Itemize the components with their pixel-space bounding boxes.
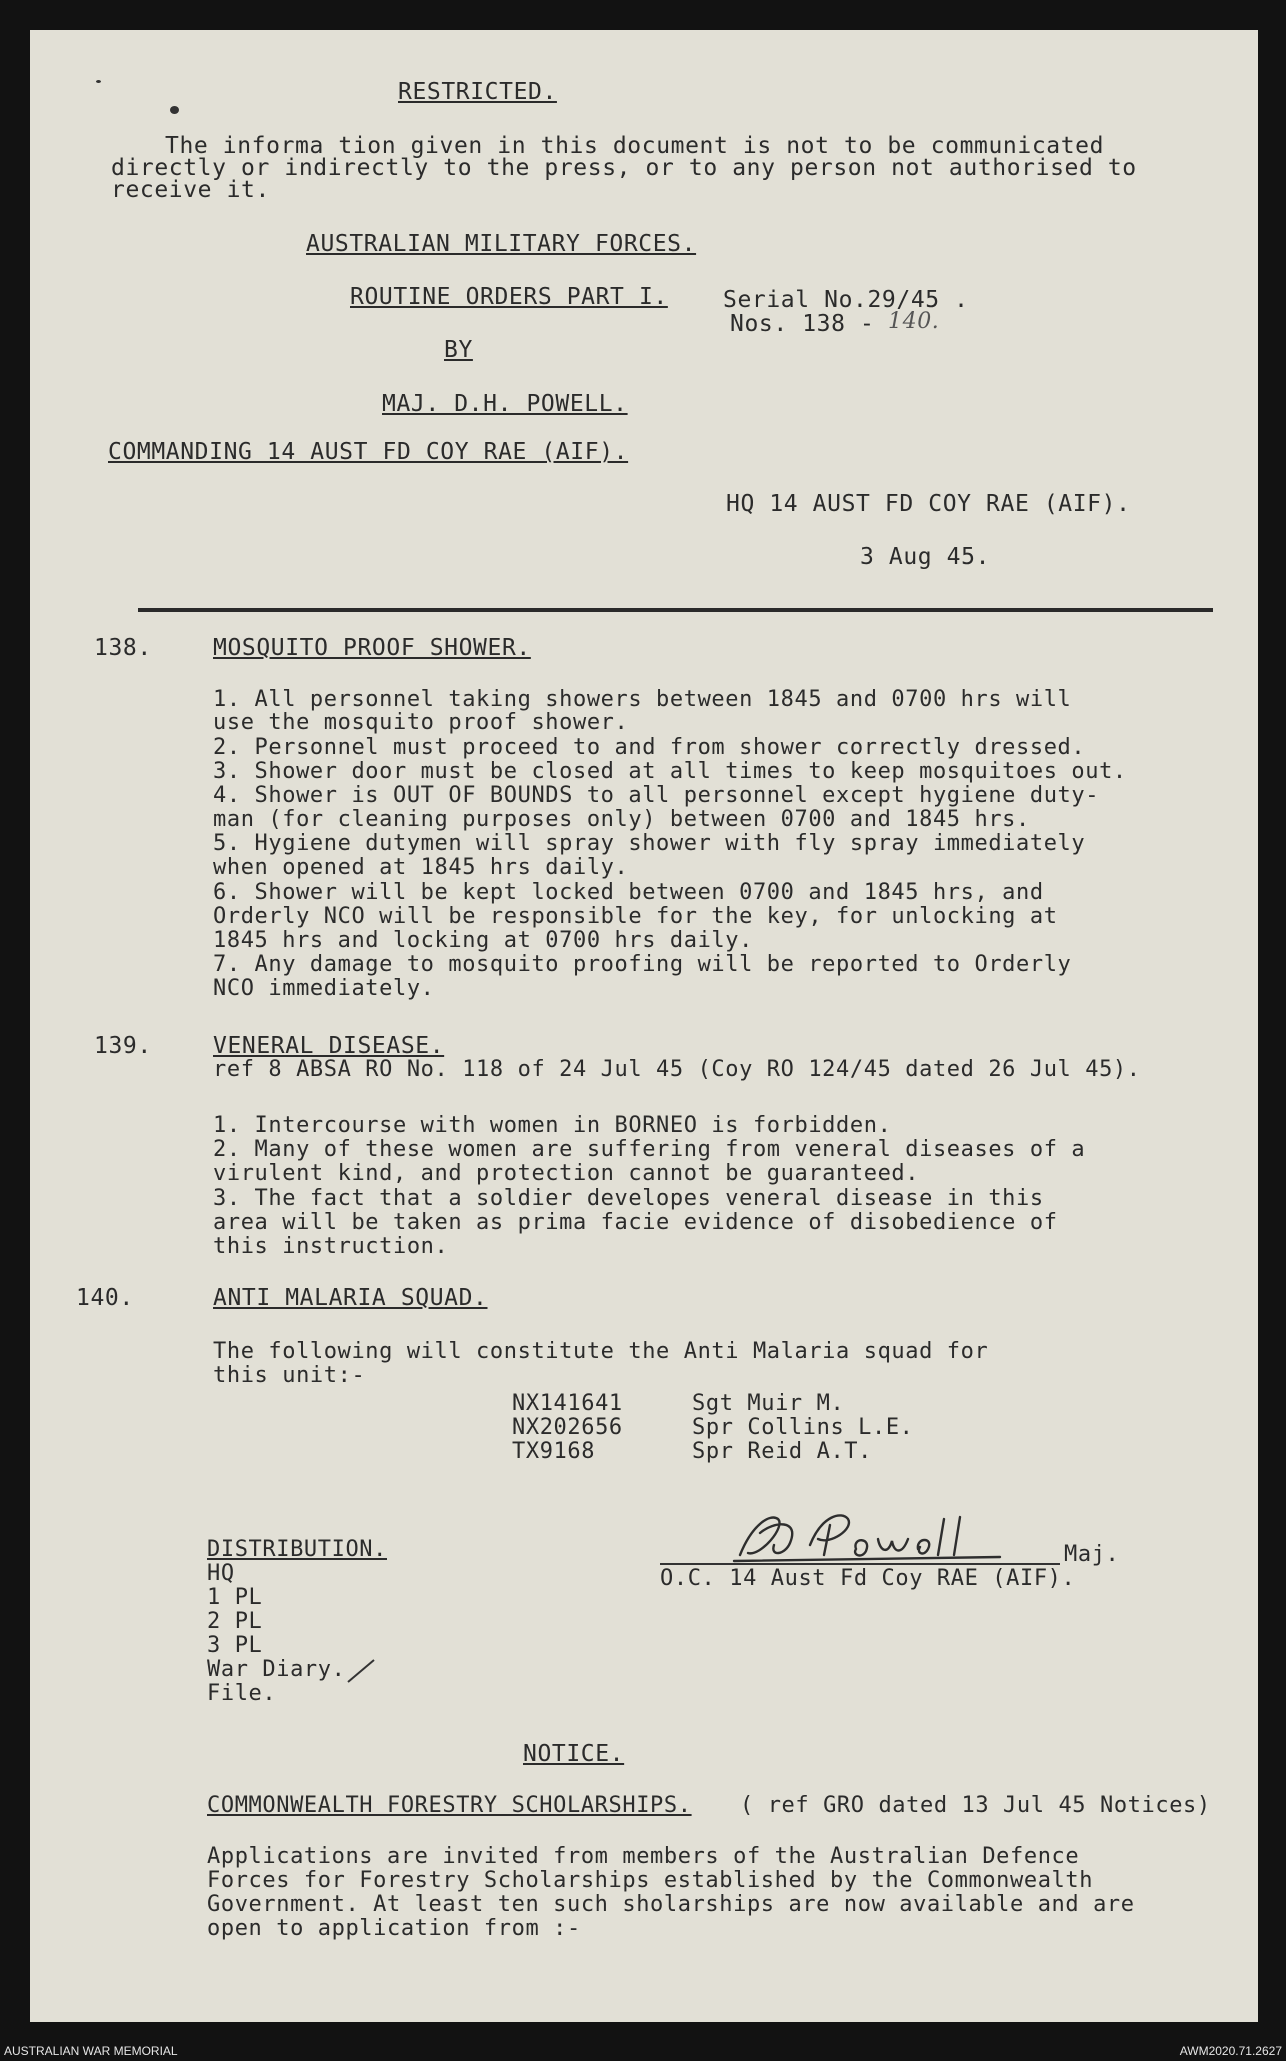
order-140-intro: The following will constitute the Anti Malaria squad for bbox=[213, 1339, 989, 1364]
notice-line: Applications are invited from members of the Australian Defence bbox=[207, 1844, 1080, 1869]
squad-name: Spr Collins L.E. bbox=[692, 1415, 914, 1440]
officer-name: MAJ. D.H. POWELL. bbox=[382, 391, 628, 417]
order-139-line: area will be taken as prima facie evidence of disobedience of bbox=[213, 1210, 1058, 1235]
notice-line: Forces for Forestry Scholarships established by the Commonwealth bbox=[207, 1868, 1094, 1893]
order-138-line: man (for cleaning purposes only) between 0700 and 1845 hrs. bbox=[213, 807, 1030, 832]
order-139-line: 1. Intercourse with women in BORNEO is forbidden. bbox=[213, 1113, 892, 1138]
order-139-line: 3. The fact that a soldier developes veneral disease in this bbox=[213, 1186, 1044, 1211]
order-139-line: this instruction. bbox=[213, 1234, 449, 1259]
order-138-line: 2. Personnel must proceed to and from shower correctly dressed. bbox=[213, 735, 1086, 760]
order-138-line: 1. All personnel taking showers between 1845 and 0700 hrs will bbox=[213, 687, 1072, 712]
distribution-item: 3 PL bbox=[207, 1633, 263, 1658]
notice-line: Government. At least ten such sholarships are now available and are bbox=[207, 1892, 1135, 1917]
distribution-title: DISTRIBUTION. bbox=[207, 1537, 387, 1562]
order-138-line: Orderly NCO will be responsible for the key, for unlocking at bbox=[213, 904, 1058, 929]
order-139-title: VENERAL DISEASE. bbox=[213, 1033, 445, 1059]
order-138-line: use the mosquito proof shower. bbox=[213, 710, 629, 735]
order-138-line: 3. Shower door must be closed at all times to keep mosquitoes out. bbox=[213, 759, 1127, 784]
squad-number: NX202656 bbox=[512, 1415, 623, 1440]
order-140-number: 140. bbox=[76, 1285, 134, 1311]
distribution-item: 1 PL bbox=[207, 1585, 263, 1610]
warning-line-3: receive it. bbox=[111, 177, 270, 203]
serial-number: Serial No.29/45 . bbox=[723, 287, 969, 313]
distribution-item: File. bbox=[207, 1681, 277, 1706]
signature-line bbox=[660, 1563, 1060, 1565]
warning-line-2: directly or indirectly to the press, or to any person not authorised to bbox=[111, 155, 1137, 181]
footer-source: AUSTRALIAN WAR MEMORIAL bbox=[4, 2044, 178, 2058]
order-138-line: 6. Shower will be kept locked between 0700 and 1845 hrs, and bbox=[213, 880, 1044, 905]
footer-reference: AWM2020.71.2627 bbox=[1179, 2044, 1282, 2058]
squad-number: NX141641 bbox=[512, 1391, 623, 1416]
order-138-line: NCO immediately. bbox=[213, 976, 435, 1001]
order-139-number: 139. bbox=[94, 1033, 152, 1059]
order-140-title: ANTI MALARIA SQUAD. bbox=[213, 1285, 488, 1311]
notice-line: open to application from :- bbox=[207, 1916, 581, 1941]
by-line: BY bbox=[444, 337, 473, 363]
handwritten-signature bbox=[730, 1505, 1010, 1567]
order-139-line: 2. Many of these women are suffering from veneral diseases of a bbox=[213, 1137, 1086, 1162]
order-138-line: 5. Hygiene dutymen will spray shower with fly spray immediately bbox=[213, 831, 1086, 856]
order-date: 3 Aug 45. bbox=[860, 544, 991, 570]
order-139-reference: ref 8 ABSA RO No. 118 of 24 Jul 45 (Coy RO 124/45 dated 26 Jul 45). bbox=[213, 1057, 1141, 1082]
classification-heading: RESTRICTED. bbox=[398, 79, 557, 105]
hq-line: HQ 14 AUST FD COY RAE (AIF). bbox=[726, 491, 1131, 517]
ink-blot bbox=[96, 80, 101, 83]
squad-name: Sgt Muir M. bbox=[692, 1391, 845, 1416]
order-138-line: 1845 hrs and locking at 0700 hrs daily. bbox=[213, 928, 753, 953]
distribution-item: 2 PL bbox=[207, 1609, 263, 1634]
squad-name: Spr Reid A.T. bbox=[692, 1439, 872, 1464]
handwritten-order-number: 140. bbox=[888, 309, 940, 334]
notice-title: NOTICE. bbox=[523, 1741, 625, 1767]
header-divider bbox=[138, 608, 1213, 612]
order-139-line: virulent kind, and protection cannot be guaranteed. bbox=[213, 1161, 920, 1186]
notice-subject: COMMONWEALTH FORESTRY SCHOLARSHIPS. bbox=[207, 1793, 692, 1818]
order-140-intro: this unit:- bbox=[213, 1363, 366, 1388]
distribution-item: War Diary. bbox=[207, 1657, 346, 1682]
ink-blot bbox=[170, 106, 179, 114]
order-138-line: 4. Shower is OUT OF BOUNDS to all personnel except hygiene duty- bbox=[213, 783, 1100, 808]
order-138-line: 7. Any damage to mosquito proofing will be reported to Orderly bbox=[213, 952, 1072, 977]
notice-subject-reference: ( ref GRO dated 13 Jul 45 Notices) bbox=[740, 1793, 1211, 1818]
check-mark-icon bbox=[346, 1658, 376, 1688]
order-138-title: MOSQUITO PROOF SHOWER. bbox=[213, 635, 531, 661]
order-138-line: when opened at 1845 hrs daily. bbox=[213, 855, 629, 880]
orders-title: ROUTINE ORDERS PART I. bbox=[350, 284, 668, 310]
force-heading: AUSTRALIAN MILITARY FORCES. bbox=[306, 231, 697, 257]
order-138-number: 138. bbox=[94, 635, 152, 661]
document-page bbox=[30, 30, 1258, 2022]
order-numbers: Nos. 138 - bbox=[730, 311, 875, 337]
commanding-unit: COMMANDING 14 AUST FD COY RAE (AIF). bbox=[108, 439, 629, 465]
archive-footer bbox=[0, 2038, 1286, 2061]
signatory-rank: Maj. bbox=[1064, 1542, 1120, 1567]
squad-number: TX9168 bbox=[512, 1439, 596, 1464]
distribution-item: HQ bbox=[207, 1561, 235, 1586]
warning-line-1: The informa tion given in this document is not to be communicated bbox=[165, 133, 1105, 159]
signature-block: O.C. 14 Aust Fd Coy RAE (AIF). bbox=[660, 1566, 1076, 1591]
